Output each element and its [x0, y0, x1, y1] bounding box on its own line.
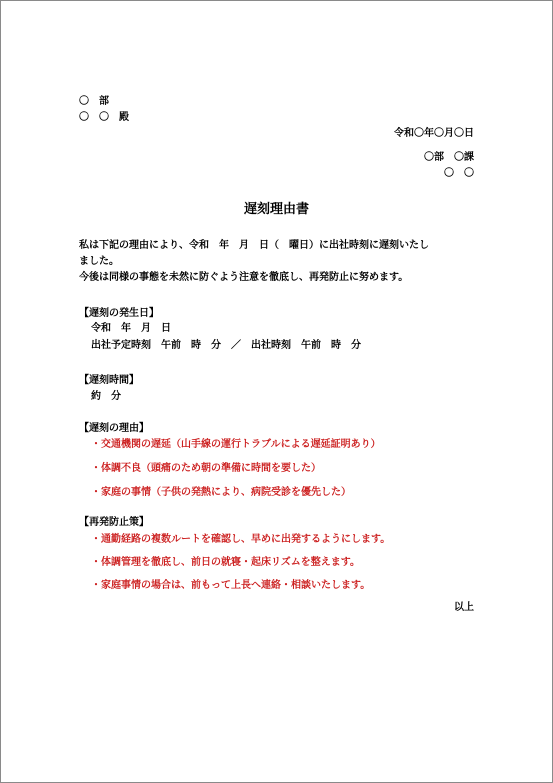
addressee-name: 〇 〇 殿: [79, 112, 129, 123]
document-date: 令和〇年〇月〇日: [394, 128, 474, 139]
reason-item: ・交通機関の遅延（山手線の運行トラブルによる遅延証明あり）: [91, 439, 381, 450]
addressee-department: 〇 部: [79, 96, 109, 107]
prevention-item: ・家庭事情の場合は、前もって上長へ連絡・相談いたします。: [91, 580, 371, 591]
occurrence-time: 出社予定時刻 午前 時 分 ／ 出社時刻 午前 時 分: [91, 340, 361, 351]
prevention-heading: 【再発防止策】: [79, 517, 149, 528]
intro-line-2: ました。: [79, 256, 119, 267]
prevention-item: ・通勤経路の複数ルートを確認し、早めに出発するようにします。: [91, 534, 391, 545]
duration-value: 約 分: [91, 391, 121, 402]
duration-heading: 【遅刻時間】: [79, 375, 139, 386]
occurrence-heading: 【遅刻の発生日】: [79, 308, 159, 319]
occurrence-date: 令和 年 月 日: [91, 323, 171, 334]
sender-department: 〇部 〇課: [424, 152, 474, 163]
closing-text: 以上: [454, 602, 474, 613]
reason-item: ・家庭の事情（子供の発熱により、病院受診を優先した）: [91, 487, 351, 498]
sender-name: 〇 〇: [444, 168, 474, 179]
intro-line-3: 今後は同様の事態を未然に防ぐよう注意を徹底し、再発防止に努めます。: [79, 272, 409, 283]
intro-line-1: 私は下記の理由により、令和 年 月 日（ 曜日）に出社時刻に遅刻いたし: [79, 240, 429, 251]
reasons-heading: 【遅刻の理由】: [79, 423, 149, 434]
reason-item: ・体調不良（頭痛のため朝の準備に時間を要した）: [91, 463, 321, 474]
prevention-item: ・体調管理を徹底し、前日の就寝・起床リズムを整えます。: [91, 557, 360, 568]
document-title: 遅刻理由書: [243, 202, 309, 217]
